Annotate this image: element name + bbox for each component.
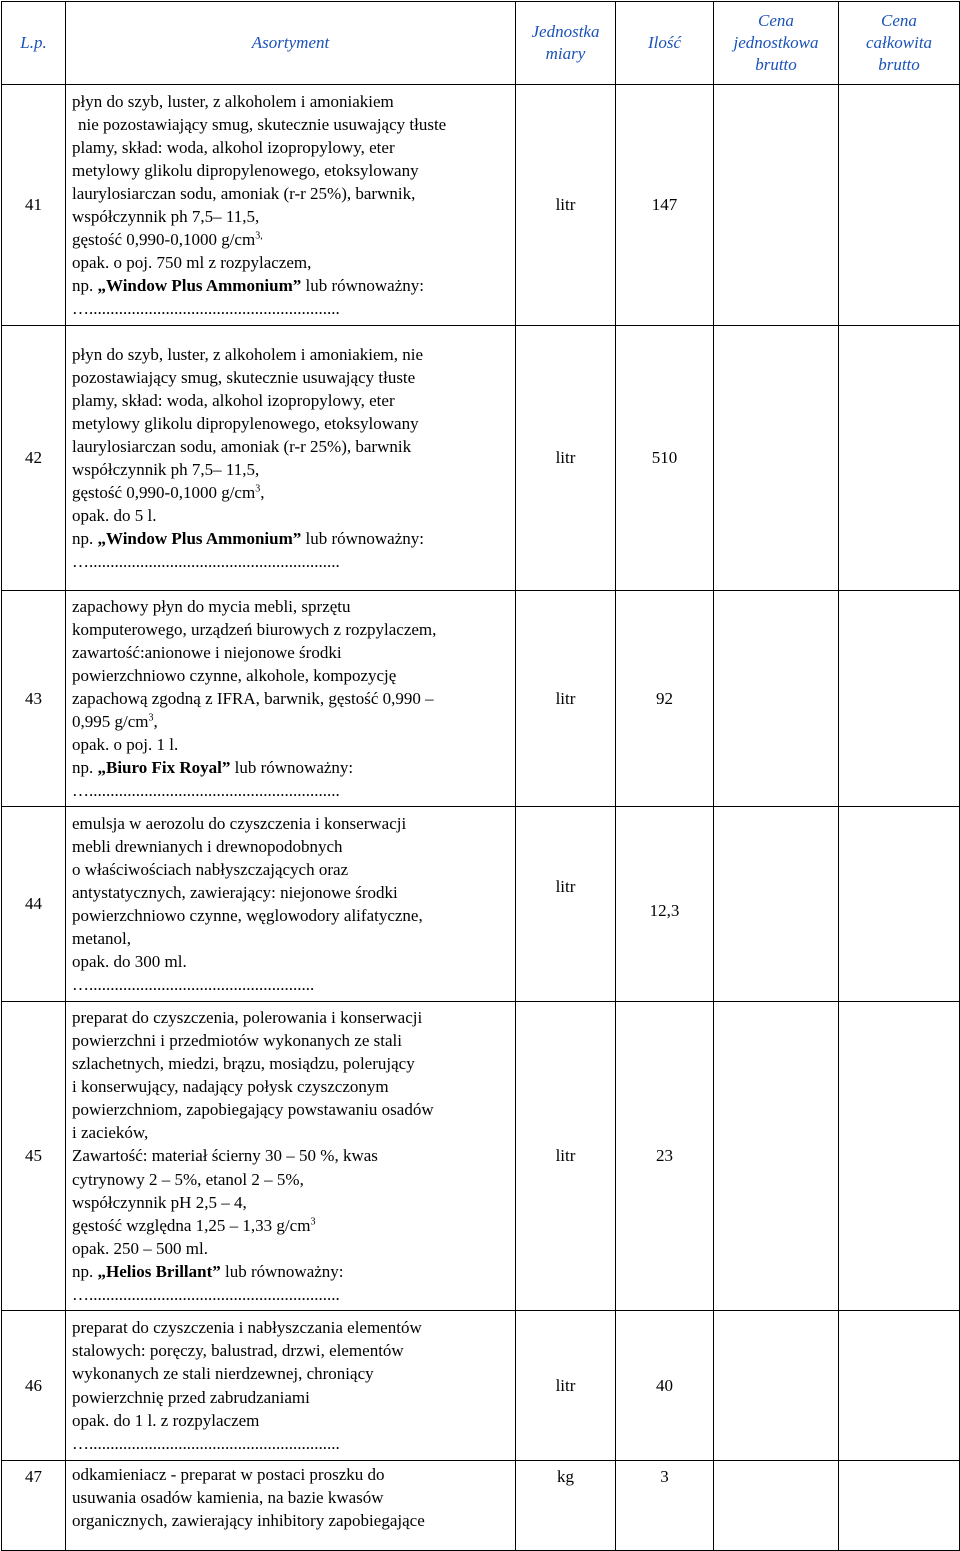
desc-line: o właściwościach nabłyszczających oraz xyxy=(72,859,349,879)
header-cena-calk-line2: całkowita xyxy=(865,33,933,52)
desc-line: …........................................................... xyxy=(72,1285,340,1305)
desc-line: powierzchni i przedmiotów wykonanych ze stali xyxy=(72,1030,402,1050)
desc-line xyxy=(72,1260,509,1283)
product-table xyxy=(1,1,960,1551)
table-header-row xyxy=(2,2,960,85)
desc-line: …........................................................... xyxy=(72,552,340,572)
superscript: 3 xyxy=(255,483,261,495)
desc-line: zapachowy płyn do mycia mebli, sprzętu xyxy=(72,596,351,616)
row-unit: litr xyxy=(516,1311,616,1461)
table-row xyxy=(2,326,960,591)
desc-line xyxy=(72,274,509,297)
row-qty: 92 xyxy=(616,591,714,807)
desc-line: opak. do 300 ml. xyxy=(72,952,187,972)
desc-line: wykonanych ze stali nierdzewnej, chroniący xyxy=(72,1364,374,1384)
desc-line: opak. o poj. 750 ml z rozpylaczem, xyxy=(72,253,312,273)
desc-line: laurylosiarczan sodu, amoniak (r-r 25%), barwnik, xyxy=(72,183,416,203)
desc-line: preparat do czyszczenia i nabłyszczania elementów xyxy=(72,1318,422,1338)
row-qty: 40 xyxy=(616,1311,714,1461)
desc-line: preparat do czyszczenia, polerowania i konserwacji xyxy=(72,1007,423,1027)
header-lp xyxy=(2,2,66,85)
desc-line xyxy=(72,710,509,733)
desc-line: współczynnik ph 7,5– 11,5, xyxy=(72,207,260,226)
desc-line: stalowych: poręczy, balustrad, drzwi, elementów xyxy=(72,1341,404,1361)
row-description xyxy=(66,807,516,1002)
row-unit-price xyxy=(714,1002,839,1311)
row-unit-price xyxy=(714,1461,839,1551)
row-unit-price xyxy=(714,85,839,326)
row-qty: 510 xyxy=(616,326,714,591)
desc-line: zawartość:anionowe i niejonowe środki xyxy=(72,642,342,662)
header-lp-label: L.p. xyxy=(20,33,47,52)
desc-text: np. xyxy=(72,758,98,778)
row-description xyxy=(66,1461,516,1551)
row-lp: 43 xyxy=(2,591,66,807)
desc-line: opak. 250 – 500 ml. xyxy=(72,1238,208,1258)
desc-text: , xyxy=(153,712,158,732)
superscript: 3, xyxy=(255,230,263,242)
desc-text: gęstość względna 1,25 – 1,33 g/cm xyxy=(72,1215,311,1235)
header-cena-jednostkowa xyxy=(714,2,839,85)
desc-line: współczynnik ph 7,5– 11,5, xyxy=(72,460,260,479)
row-unit: litr xyxy=(516,326,616,591)
brand-name: „Helios Brillant” xyxy=(97,1261,221,1281)
row-unit: litr xyxy=(516,591,616,807)
desc-line: pozostawiający smug, skutecznie usuwający tłuste xyxy=(72,367,416,387)
desc-line: nie pozostawiający smug, skutecznie usuwający tłuste xyxy=(78,114,447,134)
superscript: 3 xyxy=(148,712,154,724)
header-cena-calkowita xyxy=(839,2,960,85)
header-jednostka-line2: miary xyxy=(545,44,586,63)
row-description xyxy=(66,326,516,591)
table-row xyxy=(2,85,960,326)
desc-line: plamy, skład: woda, alkohol izopropylowy, eter xyxy=(72,137,395,157)
row-total-price xyxy=(839,591,960,807)
desc-line: metylowy glikolu dipropylenowego, etoksylowany xyxy=(72,413,419,433)
desc-text: lub równoważny: xyxy=(230,758,354,778)
brand-name: „Window Plus Ammonium” xyxy=(97,276,302,296)
desc-line: laurylosiarczan sodu, amoniak (r-r 25%), barwnik xyxy=(72,436,412,456)
desc-line: zapachową zgodną z IFRA, barwnik, gęstość 0,990 – xyxy=(72,688,434,708)
row-total-price xyxy=(839,1461,960,1551)
row-unit: litr xyxy=(516,85,616,326)
row-description xyxy=(66,591,516,807)
header-cena-jedn-line2: jednostkowa xyxy=(733,33,819,52)
row-qty: 147 xyxy=(616,85,714,326)
desc-line: antystatycznych, zawierający: niejonowe środki xyxy=(72,882,398,902)
desc-line: i zacieków, xyxy=(72,1123,149,1143)
desc-text: gęstość 0,990-0,1000 g/cm xyxy=(72,230,256,250)
desc-line: …........................................................... xyxy=(72,299,340,319)
desc-line: powierzchnię przed zabrudzaniami xyxy=(72,1387,310,1407)
desc-line: powierzchniom, zapobiegający powstawaniu osadów xyxy=(72,1100,434,1120)
desc-text: gęstość 0,990-0,1000 g/cm xyxy=(72,483,256,503)
desc-line: i konserwujący, nadający połysk czyszczonym xyxy=(72,1077,389,1097)
row-lp: 44 xyxy=(2,807,66,1002)
row-description xyxy=(66,1002,516,1311)
desc-line: metanol, xyxy=(72,929,132,949)
header-jednostka xyxy=(516,2,616,85)
row-total-price xyxy=(839,1311,960,1461)
desc-text: np. xyxy=(72,1261,98,1281)
row-lp: 47 xyxy=(2,1461,66,1551)
desc-text: np. xyxy=(72,276,98,296)
desc-line: usuwania osadów kamienia, na bazie kwasów xyxy=(72,1488,384,1508)
desc-line xyxy=(72,1214,509,1237)
desc-line: Zawartość: materiał ścierny 30 – 50 %, kwas xyxy=(72,1146,378,1166)
table-row xyxy=(2,807,960,1002)
header-asortyment-label: Asortyment xyxy=(251,33,330,52)
header-cena-jedn-line3: brutto xyxy=(755,55,797,74)
desc-line: metylowy glikolu dipropylenowego, etoksylowany xyxy=(72,160,419,180)
desc-line: opak. do 5 l. xyxy=(72,506,157,526)
desc-text: 0,995 g/cm xyxy=(72,712,149,732)
desc-line xyxy=(72,228,509,251)
desc-line: płyn do szyb, luster, z alkoholem i amoniakiem, nie xyxy=(72,344,424,364)
desc-line: odkamieniacz - preparat w postaci proszku do xyxy=(72,1465,385,1484)
row-total-price xyxy=(839,85,960,326)
desc-line: plamy, skład: woda, alkohol izopropylowy, eter xyxy=(72,390,395,410)
desc-line: powierzchniowo czynne, węglowodory alifatyczne, xyxy=(72,906,423,925)
table-row xyxy=(2,1311,960,1461)
desc-line: płyn do szyb, luster, z alkoholem i amoniakiem xyxy=(72,91,394,111)
desc-text: lub równoważny: xyxy=(301,276,424,296)
desc-line: powierzchniowo czynne, alkohole, kompozycję xyxy=(72,665,397,685)
row-unit-price xyxy=(714,326,839,591)
desc-line: opak. o poj. 1 l. xyxy=(72,735,179,755)
desc-line: współczynnik pH 2,5 – 4, xyxy=(72,1192,247,1212)
desc-line xyxy=(72,756,509,779)
row-total-price xyxy=(839,1002,960,1311)
row-unit-price xyxy=(714,1311,839,1461)
desc-text: lub równoważny: xyxy=(220,1261,344,1281)
desc-line: komputerowego, urządzeń biurowych z rozpylaczem, xyxy=(72,619,437,639)
brand-name: „Window Plus Ammonium” xyxy=(97,529,302,549)
desc-line: mebli drewnianych i drewnopodobnych xyxy=(72,836,343,856)
row-lp: 42 xyxy=(2,326,66,591)
desc-line: cytrynowy 2 – 5%, etanol 2 – 5%, xyxy=(72,1169,304,1189)
table-row xyxy=(2,1002,960,1311)
desc-line: …..................................................... xyxy=(72,975,315,995)
desc-text: np. xyxy=(72,529,98,549)
desc-line xyxy=(72,527,509,550)
desc-line: opak. do 1 l. z rozpylaczem xyxy=(72,1410,260,1430)
header-ilosc-label: Ilość xyxy=(647,33,682,52)
table-row xyxy=(2,1461,960,1551)
row-unit: kg xyxy=(516,1461,616,1551)
header-asortyment xyxy=(66,2,516,85)
desc-line: szlachetnych, miedzi, brązu, mosiądzu, polerujący xyxy=(72,1054,415,1074)
desc-text: lub równoważny: xyxy=(301,529,424,549)
row-lp: 45 xyxy=(2,1002,66,1311)
desc-line xyxy=(72,481,509,504)
header-jednostka-line1: Jednostka xyxy=(531,22,600,41)
desc-line: …........................................................... xyxy=(72,781,340,801)
row-description xyxy=(66,85,516,326)
header-cena-calk-line3: brutto xyxy=(878,55,920,74)
superscript: 3 xyxy=(310,1216,316,1228)
desc-text: , xyxy=(260,483,265,503)
row-lp: 46 xyxy=(2,1311,66,1461)
header-ilosc xyxy=(616,2,714,85)
desc-line: organicznych, zawierający inhibitory zapobiegające xyxy=(72,1511,425,1531)
row-qty: 3 xyxy=(616,1461,714,1551)
desc-line: …........................................................... xyxy=(72,1433,340,1453)
row-unit-price xyxy=(714,591,839,807)
table-row xyxy=(2,591,960,807)
header-cena-calk-line1: Cena xyxy=(881,11,917,30)
row-unit: litr xyxy=(516,807,616,1002)
header-cena-jedn-line1: Cena xyxy=(758,11,794,30)
row-lp: 41 xyxy=(2,85,66,326)
row-total-price xyxy=(839,807,960,1002)
row-description xyxy=(66,1311,516,1461)
row-qty: 23 xyxy=(616,1002,714,1311)
desc-line: emulsja w aerozolu do czyszczenia i konserwacji xyxy=(72,813,407,833)
row-qty: 12,3 xyxy=(616,807,714,1002)
row-unit: litr xyxy=(516,1002,616,1311)
row-total-price xyxy=(839,326,960,591)
brand-name: „Biuro Fix Royal” xyxy=(97,758,231,778)
row-unit-price xyxy=(714,807,839,1002)
